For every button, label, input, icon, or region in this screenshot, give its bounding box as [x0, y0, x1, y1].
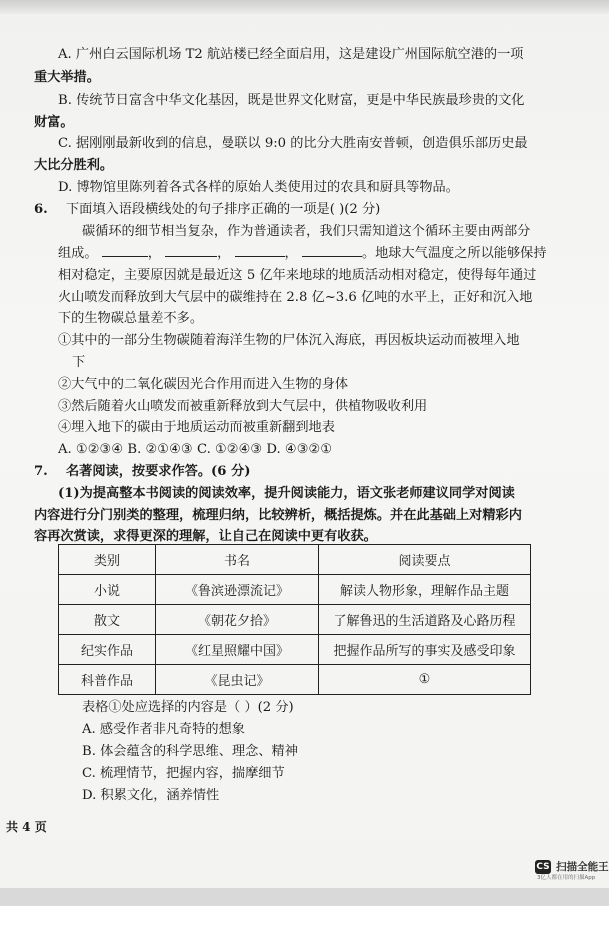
table-header: 阅读要点 [319, 545, 531, 575]
table-cell: 《鲁滨逊漂流记》 [156, 575, 319, 605]
option-a-line1: A. 广州白云国际机场 T2 航站楼已经全面启用，这是建设广州国际航空港的一项 [58, 47, 524, 62]
page-top-edge [0, 0, 609, 14]
q7-option-c: C. 梳理情节，把握内容，揣摩细节 [82, 766, 285, 781]
q6-blank-2 [165, 244, 217, 257]
table-cell: 了解鲁迅的生活道路及心路历程 [319, 605, 531, 635]
table-cell: ① [319, 665, 531, 695]
option-b-line1: B. 传统节日富含中华文化基因，既是世界文化财富，更是中华民族最珍贵的文化 [58, 93, 525, 108]
table-cell: 解读人物形象，理解作品主题 [319, 575, 531, 605]
q6-sentence-2: ②大气中的二氧化碳因光合作用而进入生物的身体 [58, 377, 349, 392]
q6-stem: 下面填入语段横线处的句子排序正确的一项是( )(2 分) [66, 202, 381, 217]
q6-sentence-1-cont: 下 [72, 355, 86, 370]
table-row [59, 575, 531, 605]
option-c-line2: 大比分胜利。 [34, 158, 114, 173]
q7-option-d: D. 积累文化，涵养情性 [82, 788, 220, 803]
table-cell: 把握作品所写的事实及感受印象 [319, 635, 531, 665]
q6-para-line2-end: 。地球大气温度之所以能够保持 [361, 246, 547, 261]
q6-sentence-3: ③然后随着火山喷发而被重新释放到大气层中，供植物吸收利用 [58, 399, 428, 414]
q7-intro-line2: 内容进行分门别类的整理，梳理归纳，比较辨析，概括提炼。并在此基础上对精彩内 [34, 508, 522, 523]
scanner-app-name: 扫描全能王 [556, 861, 609, 873]
q7-option-a: A. 感受作者非凡奇特的想象 [82, 722, 245, 737]
table-cell: 小说 [59, 575, 156, 605]
cs-logo-icon: CS [536, 861, 550, 872]
q6-para-line4: 火山喷发而释放到大气层中的碳维持在 2.8 亿~3.6 亿吨的水平上，正好和沉入地 [58, 290, 533, 305]
q6-para-line2: 组成。 ， ， ， 。地球大气温度之所以能够保持 [58, 246, 547, 261]
q6-sentence-1: ①其中的一部分生物碳随着海洋生物的尸体沉入海底，再因板块运动而被埋入地 [58, 333, 520, 348]
table-row [59, 635, 531, 665]
table-row [59, 665, 531, 695]
option-c-line1: C. 据刚刚最新收到的信息，曼联以 9:0 的比分大胜南安普顿，创造俱乐部历史最 [58, 136, 528, 151]
table-cell: 《朝花夕拾》 [156, 605, 319, 635]
option-b-line2: 财富。 [34, 115, 74, 130]
q6-sentence-4: ④埋入地下的碳由于地质运动而被重新翻到地表 [58, 420, 335, 435]
q6-blank-3 [235, 244, 285, 257]
q7-intro-line1: (1)为提高整本书阅读的阅读效率，提升阅读能力，语文张老师建议同学对阅读 [58, 486, 515, 501]
q6-para-line2-start: 组成。 [58, 246, 98, 261]
option-a-line2: 重大举措。 [34, 70, 100, 85]
scanner-tagline: 3亿人都在用的扫描App [537, 875, 596, 881]
table-row [59, 605, 531, 635]
q6-choices: A. ①②③④ B. ②①④③ C. ①②④③ D. ④③②① [58, 442, 333, 457]
reading-table [58, 544, 531, 695]
q7-intro-line3: 容再次赏读，求得更深的理解，让自己在阅读中更有收获。 [34, 529, 377, 544]
page-footer: 共 4 页 [6, 820, 47, 834]
table-header: 类别 [59, 545, 156, 575]
table-cell: 科普作品 [59, 665, 156, 695]
q6-para-line3: 相对稳定，主要原因就是最近这 5 亿年来地球的地质活动相对稳定，使得每年通过 [58, 268, 537, 283]
q6-blank-4 [302, 244, 362, 257]
option-d: D. 博物馆里陈列着各式各样的原始人类使用过的农具和厨具等物品。 [58, 180, 459, 195]
bottom-band [0, 888, 609, 906]
table-cell: 散文 [59, 605, 156, 635]
q7-number: 7. [34, 464, 48, 479]
q7-option-b: B. 体会蕴含的科学思维、理念、精神 [82, 744, 298, 759]
q6-number: 6. [34, 202, 48, 217]
q6-blank-1 [102, 244, 148, 257]
q7-title: 名著阅读，按要求作答。(6 分) [66, 464, 251, 479]
table-cell: 《昆虫记》 [156, 665, 319, 695]
table-header-row [59, 545, 531, 575]
q7-sub-question: 表格①处应选择的内容是（ ）(2 分) [82, 700, 294, 715]
table-header: 书名 [156, 545, 319, 575]
q6-para-line1: 碳循环的细节相当复杂，作为普通读者，我们只需知道这个循环主要由两部分 [82, 224, 531, 239]
q6-para-line5: 下的生物碳总量差不多。 [58, 311, 204, 326]
table-cell: 纪实作品 [59, 635, 156, 665]
table-cell: 《红星照耀中国》 [156, 635, 319, 665]
